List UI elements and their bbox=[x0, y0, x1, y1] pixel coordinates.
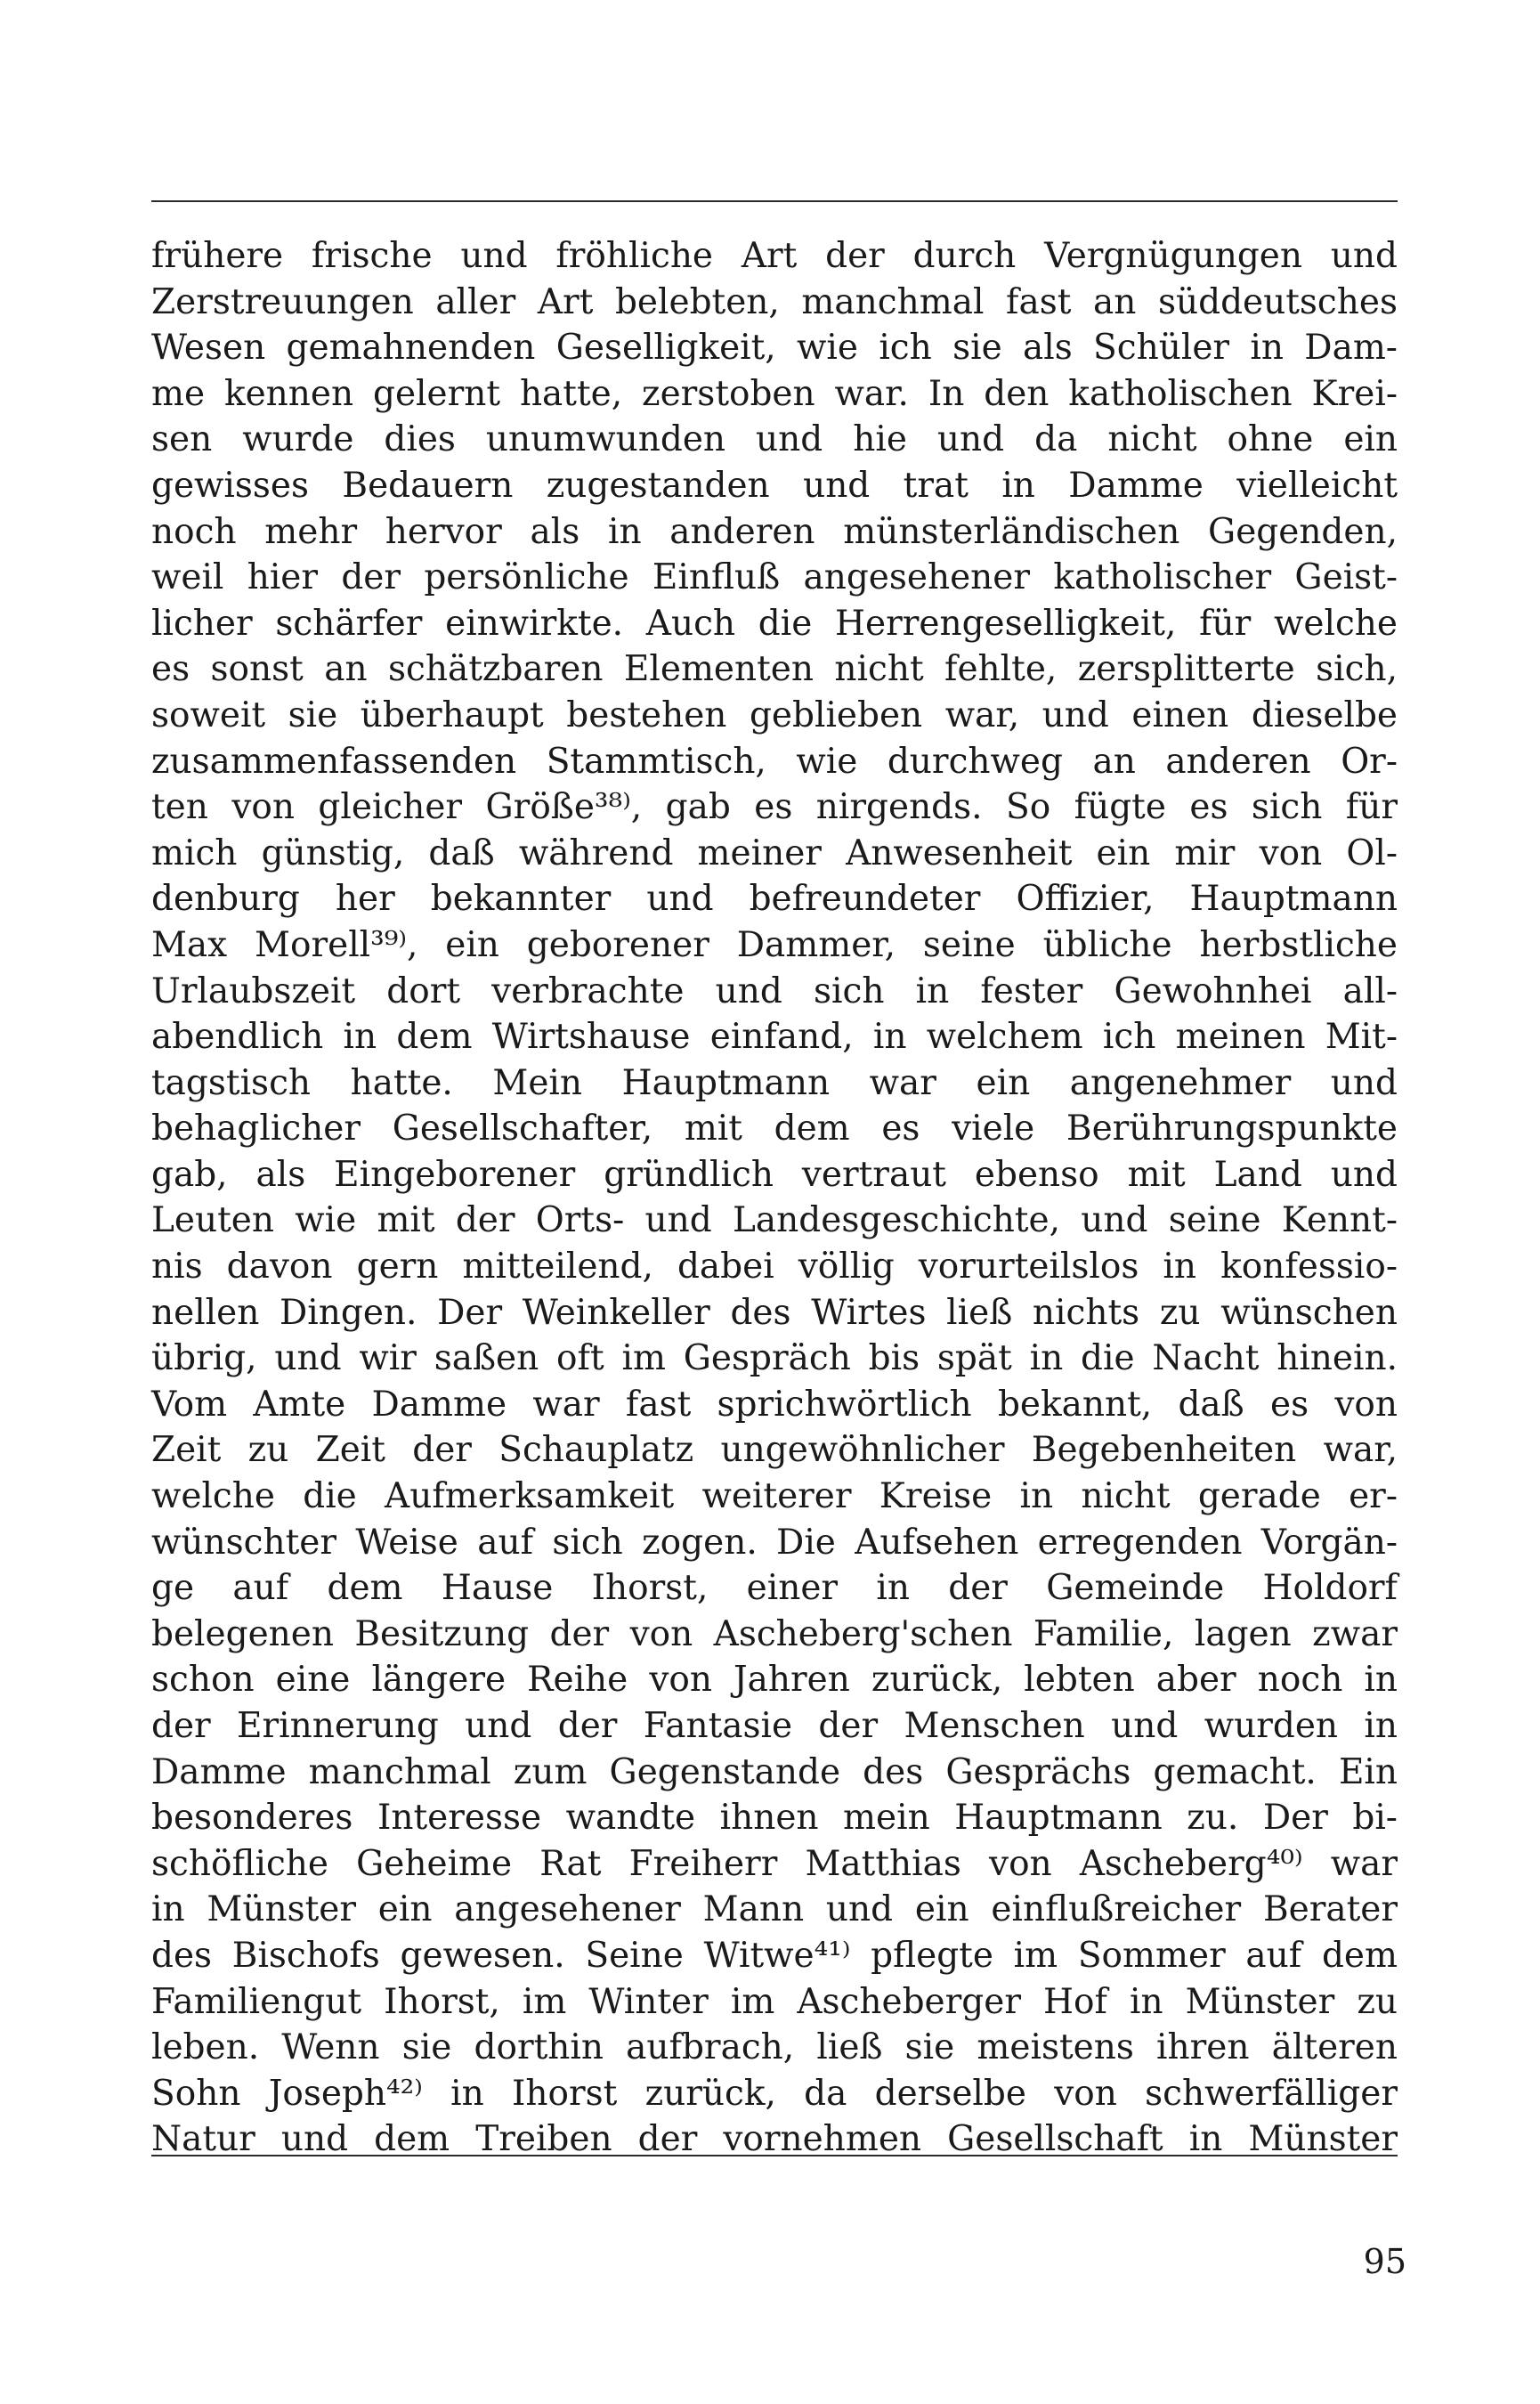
text-line: übrig, und wir saßen oft im Gespräch bis spät in die Nacht hinein. bbox=[151, 1338, 1398, 1379]
text-line: gewisses Bedauern zugestanden und trat in Damme vielleicht bbox=[151, 465, 1398, 506]
text-line: sen wurde dies unumwunden und hie und da nicht ohne ein bbox=[151, 419, 1398, 460]
text-line: leben. Wenn sie dorthin aufbrach, ließ sie meistens ihren älteren bbox=[151, 2027, 1398, 2068]
text-line: soweit sie überhaupt bestehen geblieben war, und einen dieselbe bbox=[151, 694, 1398, 735]
text-line: denburg her bekannter und befreundeter Offizier, Hauptmann bbox=[151, 879, 1398, 920]
text-line: des Bischofs gewesen. Seine Witwe⁴¹⁾ pflegte im Sommer auf dem bbox=[151, 1935, 1398, 1976]
text-line: Vom Amte Damme war fast sprichwörtlich bekannt, daß es von bbox=[151, 1384, 1398, 1425]
text-line: Max Morell³⁹⁾, ein geborener Dammer, seine übliche herbstliche bbox=[151, 924, 1398, 965]
text-line: ge auf dem Hause Ihorst, einer in der Gemeinde Holdorf bbox=[151, 1568, 1398, 1609]
text-line: wünschter Weise auf sich zogen. Die Aufsehen erregenden Vorgän- bbox=[151, 1522, 1398, 1563]
text-line: welche die Aufmerksamkeit weiterer Kreise in nicht gerade er- bbox=[151, 1476, 1398, 1517]
text-line: Natur und dem Treiben der vornehmen Gesellschaft in Münster bbox=[151, 2119, 1398, 2160]
page-number: 95 bbox=[1363, 2242, 1406, 2281]
text-line: Zerstreuungen aller Art belebten, manchmal fast an süddeutsches bbox=[151, 281, 1398, 322]
text-line: gab, als Eingeborener gründlich vertraut ebenso mit Land und bbox=[151, 1154, 1398, 1195]
text-line: Sohn Joseph⁴²⁾ in Ihorst zurück, da derselbe von schwerfälliger bbox=[151, 2073, 1398, 2114]
text-line: Urlaubszeit dort verbrachte und sich in fester Gewohnhei all- bbox=[151, 971, 1398, 1011]
text-line: weil hier der persönliche Einfluß angesehener katholischer Geist- bbox=[151, 557, 1398, 598]
text-line: Zeit zu Zeit der Schauplatz ungewöhnlicher Begebenheiten war, bbox=[151, 1430, 1398, 1471]
text-line: zusammenfassenden Stammtisch, wie durchweg an anderen Or- bbox=[151, 741, 1398, 782]
text-line: Damme manchmal zum Gegenstande des Gesprächs gemacht. Ein bbox=[151, 1751, 1398, 1792]
text-line: Wesen gemahnenden Geselligkeit, wie ich sie als Schüler in Dam- bbox=[151, 328, 1398, 369]
text-line: ten von gleicher Größe³⁸⁾, gab es nirgends. So fügte es sich für bbox=[151, 787, 1398, 828]
text-line: mich günstig, daß während meiner Anwesenheit ein mir von Ol- bbox=[151, 832, 1398, 873]
text-line: es sonst an schätzbaren Elementen nicht fehlte, zersplitterte sich, bbox=[151, 649, 1398, 690]
text-line: abendlich in dem Wirtshause einfand, in welchem ich meinen Mit- bbox=[151, 1017, 1398, 1058]
body-text bbox=[151, 233, 1398, 2163]
text-line: besonderes Interesse wandte ihnen mein Hauptmann zu. Der bi- bbox=[151, 1798, 1398, 1839]
text-line: me kennen gelernt hatte, zerstoben war. In den katholischen Krei- bbox=[151, 373, 1398, 414]
text-line: Familiengut Ihorst, im Winter im Ascheberger Hof in Münster zu bbox=[151, 1981, 1398, 2022]
top-rule bbox=[151, 200, 1398, 202]
text-line: nellen Dingen. Der Weinkeller des Wirtes ließ nichts zu wünschen bbox=[151, 1292, 1398, 1333]
text-line: schon eine längere Reihe von Jahren zurück, lebten aber noch in bbox=[151, 1660, 1398, 1701]
text-line: licher schärfer einwirkte. Auch die Herrengeselligkeit, für welche bbox=[151, 603, 1398, 644]
text-line: der Erinnerung und der Fantasie der Menschen und wurden in bbox=[151, 1706, 1398, 1746]
text-line: Leuten wie mit der Orts- und Landesgeschichte, und seine Kennt- bbox=[151, 1200, 1398, 1241]
text-line: in Münster ein angesehener Mann und ein einflußreicher Berater bbox=[151, 1889, 1398, 1930]
text-line: noch mehr hervor als in anderen münsterländischen Gegenden, bbox=[151, 511, 1398, 552]
text-line: nis davon gern mitteilend, dabei völlig vorurteilslos in konfessio- bbox=[151, 1247, 1398, 1287]
text-line: schöfliche Geheime Rat Freiherr Matthias von Ascheberg⁴⁰⁾ war bbox=[151, 1843, 1398, 1884]
text-line: belegenen Besitzung der von Ascheberg'schen Familie, lagen zwar bbox=[151, 1613, 1398, 1654]
text-line: tagstisch hatte. Mein Hauptmann war ein angenehmer und bbox=[151, 1062, 1398, 1103]
bottom-rule bbox=[151, 2155, 1398, 2156]
text-line: behaglicher Gesellschafter, mit dem es viele Berührungspunkte bbox=[151, 1109, 1398, 1149]
text-line: frühere frische und fröhliche Art der durch Vergnügungen und bbox=[151, 236, 1398, 276]
